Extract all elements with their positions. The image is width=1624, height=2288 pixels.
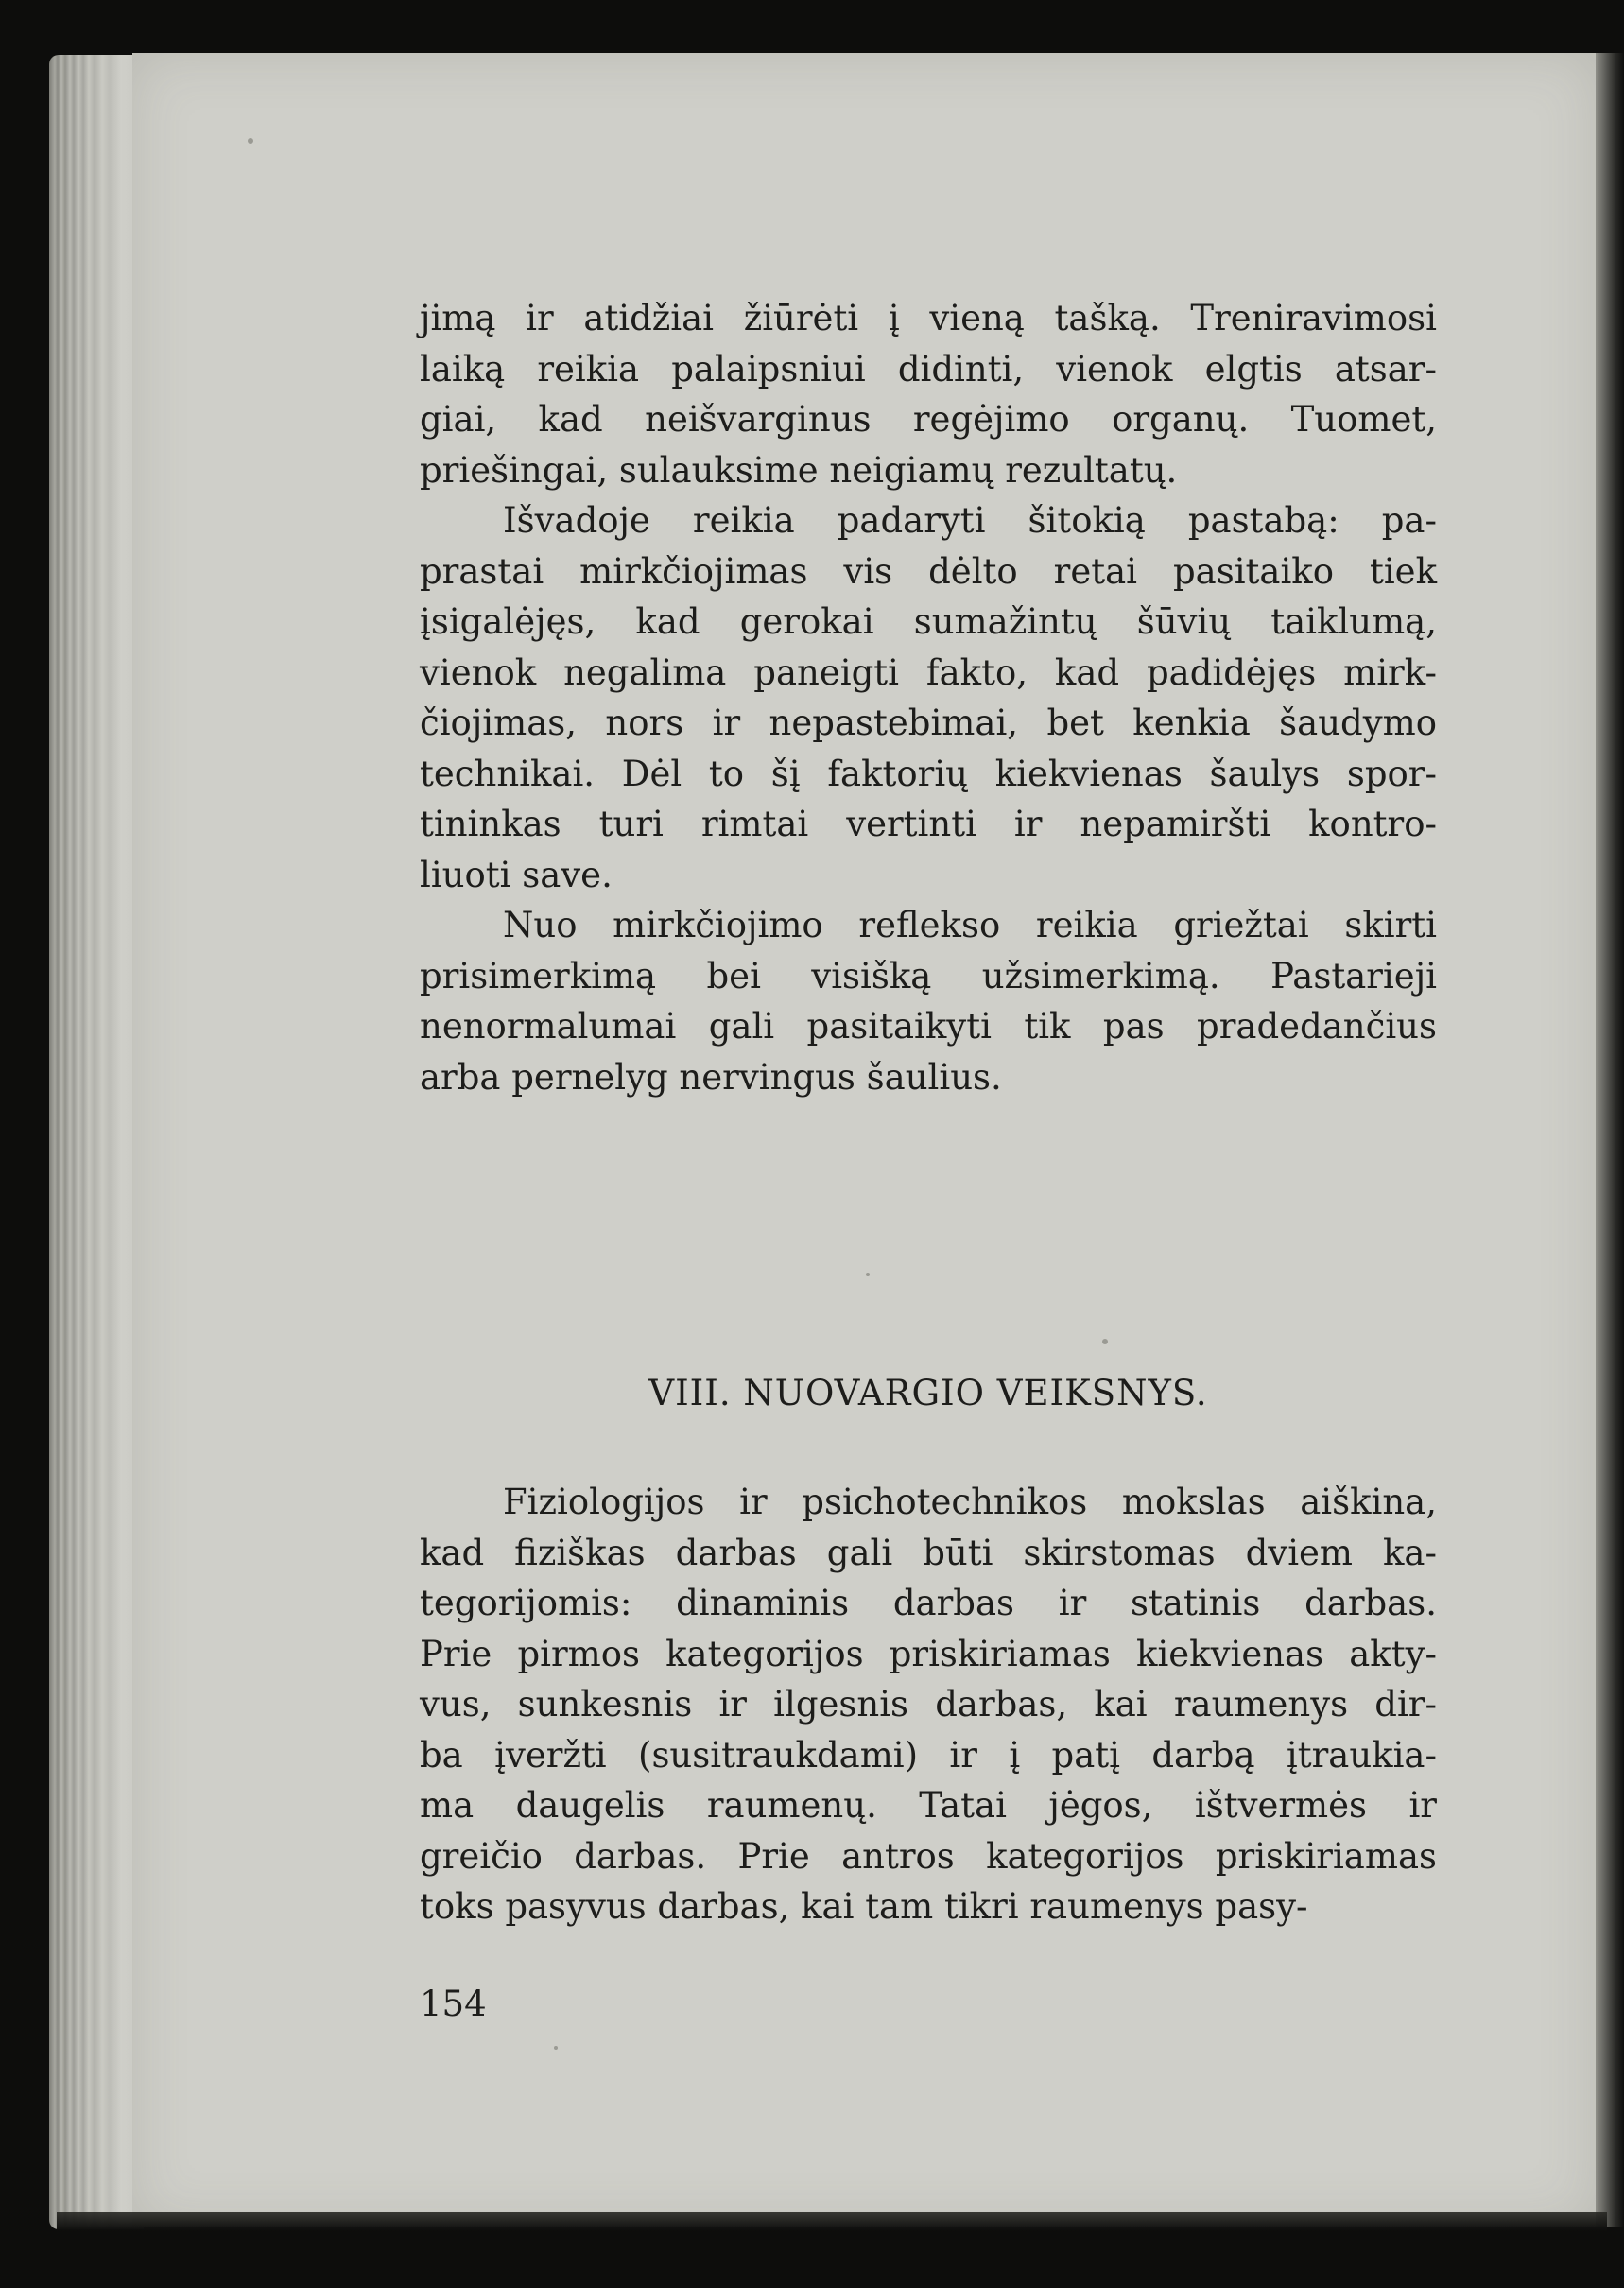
text-line: nenormalumai gali pasitaikyti tik pas pradedančius — [420, 1006, 1437, 1047]
text-line: Prie pirmos kategorijos priskiriamas kiekvienas akty- — [420, 1633, 1437, 1674]
text-line: greičio darbas. Prie antros kategorijos priskiriamas — [420, 1835, 1437, 1877]
text-line: prastai mirkčiojimas vis dėlto retai pasitaiko tiek — [420, 550, 1437, 592]
paper-speck — [248, 138, 253, 144]
paper-speck — [1102, 1339, 1108, 1344]
paragraph — [420, 900, 1437, 1102]
text-line: jimą ir atidžiai žiūrėti į vieną tašką. Treniravimosi — [420, 298, 1437, 338]
text-line: laiką reikia palaipsniui didinti, vienok elgtis atsar- — [420, 348, 1437, 390]
section-heading: VIII. NUOVARGIO VEIKSNYS. — [648, 1373, 1208, 1413]
text-line: technikai. Dėl to šį faktorių kiekvienas šaulys spor- — [420, 753, 1437, 794]
text-line: Nuo mirkčiojimo reflekso reikia griežtai skirti — [503, 905, 1437, 945]
text-line: čiojimas, nors ir nepastebimai, bet kenkia šaudymo — [420, 702, 1437, 743]
text-line: kad fiziškas darbas gali būti skirstomas dviem ka- — [420, 1532, 1437, 1573]
book-page-edges — [49, 55, 144, 2229]
text-line: ba įveržti (susitraukdami) ir į patį darbą įtraukia- — [420, 1734, 1437, 1776]
text-line: priešingai, sulauksime neigiamų rezultatų. — [420, 449, 1178, 491]
paragraph — [420, 1477, 1437, 1933]
body-text-top — [420, 293, 1437, 1102]
text-line: prisimerkimą bei visišką užsimerkimą. Pastarieji — [420, 955, 1437, 997]
paper-speck — [866, 1273, 870, 1276]
page-number: 154 — [420, 1984, 487, 2024]
text-line: arba pernelyg nervingus šaulius. — [420, 1056, 1002, 1098]
text-line: vus, sunkesnis ir ilgesnis darbas, kai raumenys dir- — [420, 1684, 1437, 1725]
text-line: toks pasyvus darbas, kai tam tikri raumenys pasy- — [420, 1886, 1308, 1927]
text-line: tegorijomis: dinaminis darbas ir statinis darbas. — [420, 1583, 1437, 1623]
text-line: vienok negalima paneigti fakto, kad padidėjęs mirk- — [420, 651, 1437, 693]
text-line: liuoti save. — [420, 854, 613, 895]
paragraph — [420, 495, 1437, 900]
text-line: Išvadoje reikia padaryti šitokią pastabą: pa- — [503, 500, 1437, 541]
paper-speck — [554, 2046, 558, 2050]
text-line: ma daugelis raumenų. Tatai jėgos, ištvermės ir — [420, 1785, 1437, 1826]
page-bottom-shadow — [57, 2212, 1607, 2231]
text-line: įsigalėjęs, kad gerokai sumažintų šūvių taiklumą, — [420, 601, 1437, 642]
body-text-bottom — [420, 1477, 1437, 1933]
text-line: Fiziologijos ir psichotechnikos mokslas aiškina, — [503, 1482, 1437, 1522]
page-right-edge — [1596, 53, 1624, 2227]
text-line: tininkas turi rimtai vertinti ir nepamiršti kontro- — [420, 804, 1437, 844]
text-line: giai, kad neišvarginus regėjimo organų. Tuomet, — [420, 399, 1437, 440]
paragraph — [420, 293, 1437, 495]
